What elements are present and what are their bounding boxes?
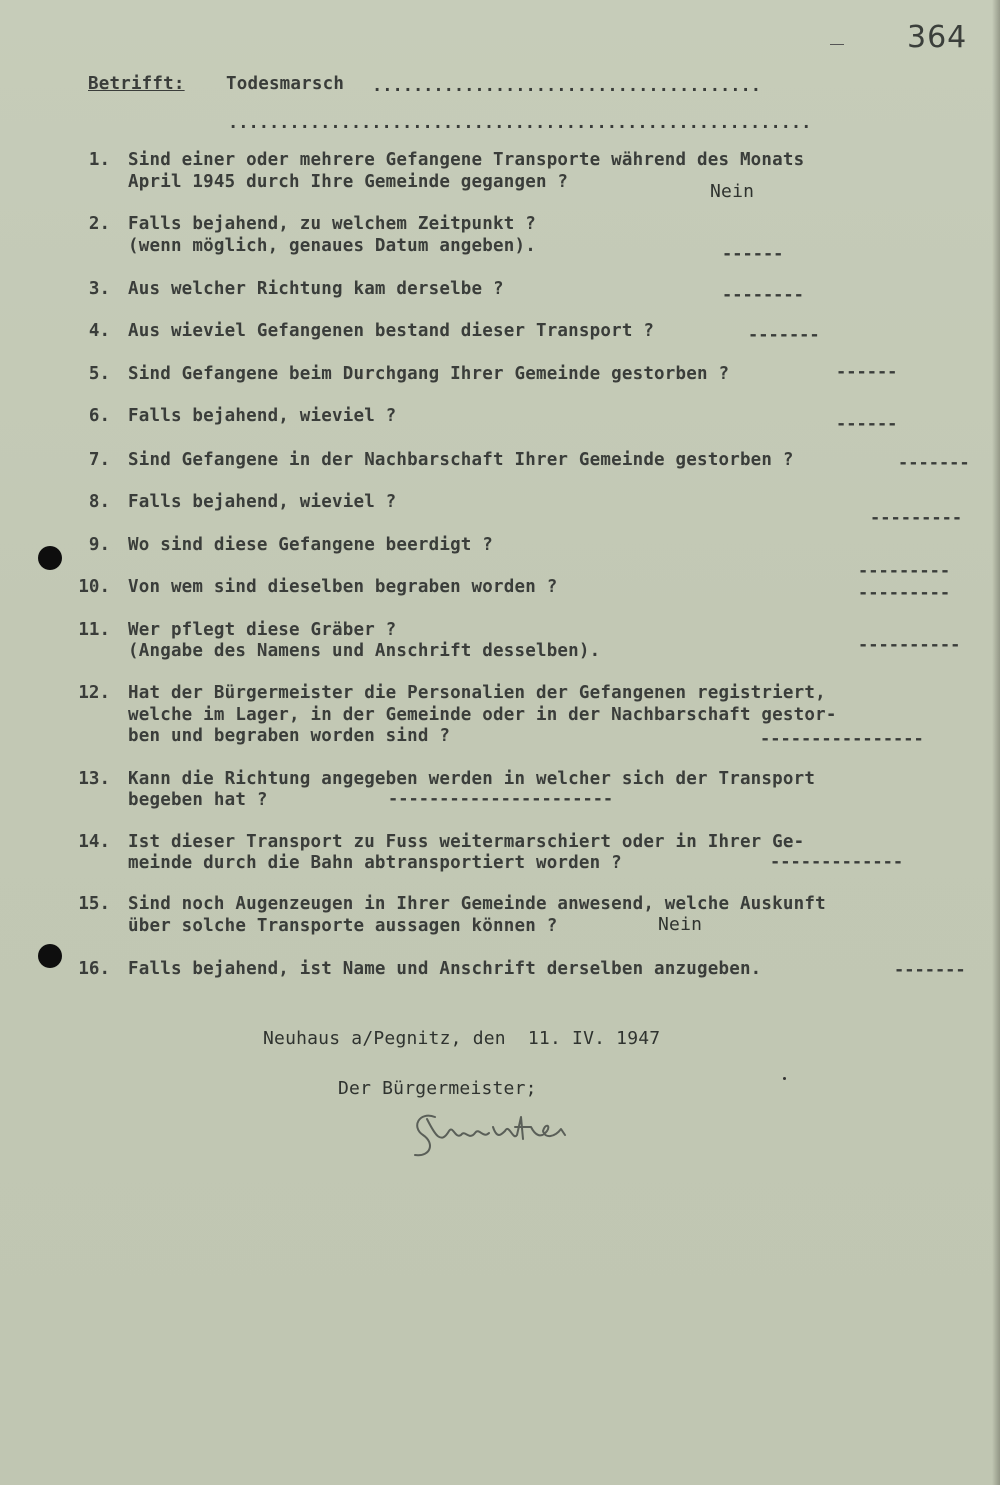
question-text-line: meinde durch die Bahn abtransportiert worden ? (128, 853, 622, 873)
question-number: 13. (78, 769, 110, 789)
answer-blank: ---------------- (760, 729, 924, 749)
question-number: 15. (78, 894, 110, 914)
answer-blank: ------- (894, 960, 966, 980)
question-number: 8. (88, 492, 110, 512)
answer-blank: ------ (722, 244, 784, 264)
question-number: 1. (88, 150, 110, 170)
question-number: 11. (78, 620, 110, 640)
question-text-line: Falls bejahend, wieviel ? (128, 492, 397, 512)
page-edge-shadow (992, 0, 1000, 1485)
question-text-line: Falls bejahend, zu welchem Zeitpunkt ? (128, 214, 536, 234)
question-text-line: Von wem sind dieselben begraben worden ? (128, 577, 558, 597)
question-text-line: ben und begraben worden sind ? (128, 726, 451, 746)
question-text-line: Aus wieviel Gefangenen bestand dieser Transport ? (128, 321, 655, 341)
subject-dots-line-1: ...................................... (372, 76, 761, 96)
answer-blank: ------ (836, 414, 898, 434)
question-text-line: Wo sind diese Gefangene beerdigt ? (128, 535, 494, 555)
answer-blank: ------ (836, 362, 898, 382)
question-number: 16. (78, 959, 110, 979)
mayor-signature (405, 1105, 575, 1165)
question-number: 7. (88, 450, 110, 470)
question-number: 9. (88, 535, 110, 555)
question-text-line: Sind Gefangene beim Durchgang Ihrer Gemeinde gestorben ? (128, 364, 730, 384)
question-text-line: Sind einer oder mehrere Gefangene Transporte während des Monats (128, 150, 805, 170)
question-text-line: Kann die Richtung angegeben werden in welcher sich der Transport (128, 769, 816, 789)
subject-label: Betrifft: (88, 74, 185, 94)
punch-hole (38, 944, 62, 968)
subject-dots-line-2: ......................................................... (228, 113, 812, 133)
ink-speck (783, 1077, 786, 1080)
question-text-line: Aus welcher Richtung kam derselbe ? (128, 279, 504, 299)
question-number: 5. (88, 364, 110, 384)
question-text-line: Hat der Bürgermeister die Personalien der Gefangenen registriert, (128, 683, 826, 703)
question-number: 4. (88, 321, 110, 341)
question-number: 12. (78, 683, 110, 703)
answer-blank: -------- (722, 285, 804, 305)
answer-text: Nein (658, 914, 703, 935)
place-and-date: Neuhaus a/Pegnitz, den 11. IV. 1947 (263, 1028, 661, 1049)
answer-text: Nein (710, 181, 755, 202)
question-text-line: begeben hat ? (128, 790, 268, 810)
question-text-line: Falls bejahend, ist Name und Anschrift derselben anzugeben. (128, 959, 762, 979)
question-number: 14. (78, 832, 110, 852)
question-number: 6. (88, 406, 110, 426)
question-text-line: Falls bejahend, wieviel ? (128, 406, 397, 426)
question-text-line: Ist dieser Transport zu Fuss weitermarschiert oder in Ihrer Ge- (128, 832, 805, 852)
punch-hole (38, 546, 62, 570)
answer-blank: ---------- (858, 635, 961, 655)
mayor-title: Der Bürgermeister; (338, 1078, 537, 1099)
answer-blank: ---------------------- (388, 789, 614, 809)
question-text-line: Sind Gefangene in der Nachbarschaft Ihrer Gemeinde gestorben ? (128, 450, 794, 470)
answer-blank: ------- (898, 453, 970, 473)
question-text-line: welche im Lager, in der Gemeinde oder in der Nachbarschaft gestor- (128, 705, 837, 725)
answer-blank: --------- (858, 561, 951, 581)
question-number: 2. (88, 214, 110, 234)
question-text-line: (Angabe des Namens und Anschrift desselben). (128, 641, 601, 661)
question-number: 10. (78, 577, 110, 597)
question-text-line: April 1945 durch Ihre Gemeinde gegangen ? (128, 172, 569, 192)
archive-dash (830, 44, 844, 45)
question-text-line: Wer pflegt diese Gräber ? (128, 620, 397, 640)
question-number: 3. (88, 279, 110, 299)
answer-blank: ------------- (770, 852, 904, 872)
page-number: 364 (907, 20, 968, 55)
answer-blank: ------- (748, 325, 820, 345)
question-text-line: (wenn möglich, genaues Datum angeben). (128, 236, 536, 256)
subject-value: Todesmarsch (226, 74, 345, 94)
question-text-line: Sind noch Augenzeugen in Ihrer Gemeinde anwesend, welche Auskunft (128, 894, 826, 914)
answer-blank: --------- (870, 508, 963, 528)
answer-blank: --------- (858, 583, 951, 603)
question-text-line: über solche Transporte aussagen können ? (128, 916, 558, 936)
